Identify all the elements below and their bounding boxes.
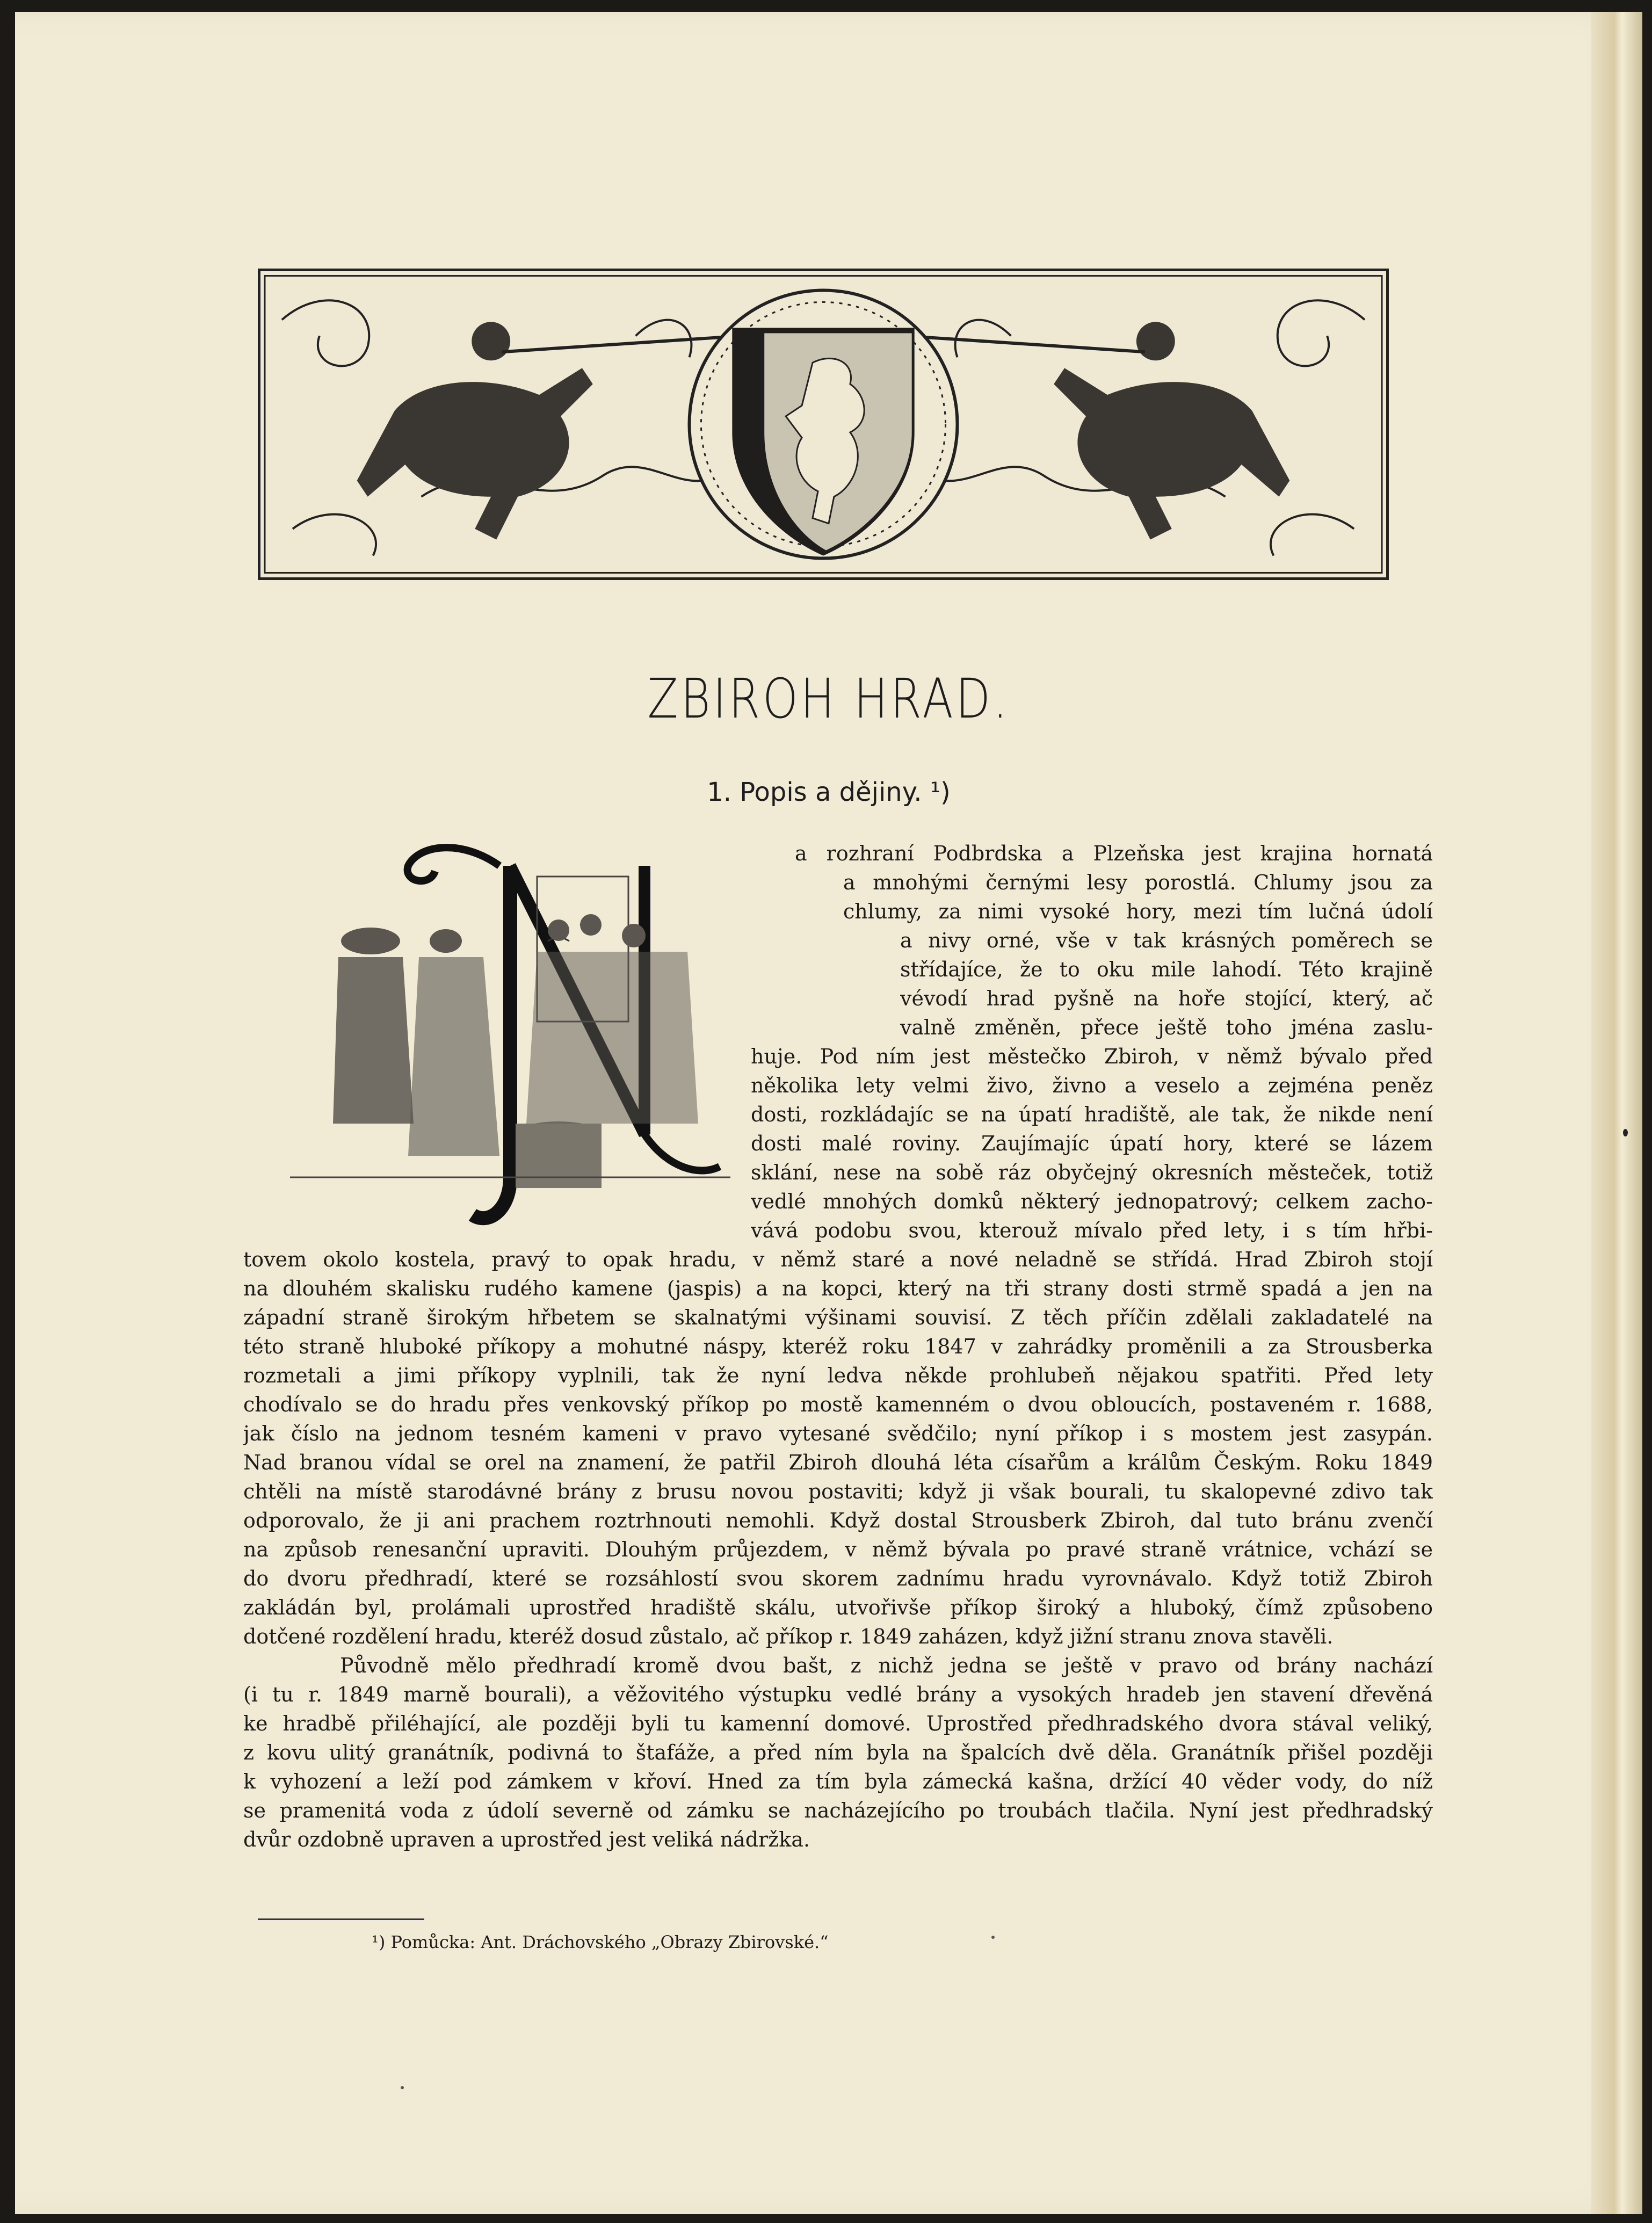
intro-text-upper — [795, 839, 1433, 926]
intro-line-14: vává podobu svou, kterouž mívalo před lety, i s tím hřbi- — [751, 1219, 1433, 1242]
intro-line-8: huje. Pod ním jest městečko Zbiroh, v němž bývalo před — [751, 1045, 1433, 1068]
intro-line-3: chlumy, za nimi vysoké hory, mezi tím lučná údolí — [843, 900, 1433, 923]
page-title: ZBIROH HRAD. — [647, 667, 1010, 731]
body-paragraph-2 — [243, 1651, 1433, 1854]
body-line-4: této straně hluboké příkopy a mohutné náspy, kteréž roku 1847 v zahrádky proměnili a za Strousberka — [243, 1335, 1433, 1358]
para2-line-7: dvůr ozdobně upraven a uprostřed jest veliká nádržka. — [243, 1828, 810, 1851]
para2-line-1: Původně mělo předhradí kromě dvou bašt, z nichž jedna se ještě v pravo od brány nachází — [340, 1654, 1433, 1677]
intro-line-5: střídajíce, že to oku mile lahodí. Této krajině — [900, 958, 1433, 981]
body-line-8: Nad branou vídal se orel na znamení, že patřil Zbiroh dlouhá léta císařům a králům Českým. Roku 1849 — [243, 1451, 1433, 1474]
intro-line-2: a mnohými černými lesy porostlá. Chlumy jsou za — [843, 871, 1433, 894]
body-line-10: odporovalo, že ji ani prachem roztrhnouti nemohli. Když dostal Strousberk Zbiroh, dal tuto bránu zvenčí — [243, 1509, 1433, 1532]
intro-line-4: a nivy orné, vše v tak krásných poměrech se — [900, 929, 1433, 952]
body-line-5: rozmetali a jimi příkopy vyplnili, tak že nyní ledva někde prohlubeň nějakou spatřiti. Před lety — [243, 1364, 1433, 1387]
intro-line-7: valně změněn, přece ještě toho jména zaslu- — [900, 1016, 1433, 1039]
para2-line-2: (i tu r. 1849 marně bourali), a věžovitého výstupku vedlé brány a vysokých hradeb jen stavení dřevěná — [243, 1683, 1433, 1706]
para2-line-5: k vyhození a leží pod zámkem v křoví. Hned za tím byla zámecká kašna, držící 40 věder vody, do níž — [243, 1770, 1433, 1793]
para2-line-3: ke hradbě přiléhající, ale později byli tu kamenní domové. Uprostřed předhradského dvora stával veliký, — [243, 1712, 1433, 1735]
body-line-11: na způsob renesanční upraviti. Dlouhým průjezdem, v němž bývala po pravé straně vrátnice, vchází se — [243, 1538, 1433, 1561]
page-speck — [401, 2086, 404, 2089]
page-speck — [1623, 1129, 1628, 1136]
body-line-1: tovem okolo kostela, pravý to opak hradu, v němž staré a nové neladně se střídá. Hrad Zbiroh stojí — [243, 1248, 1433, 1271]
section-heading: 1. Popis a dějiny. ¹) — [707, 777, 951, 807]
book-spine-shadow — [1591, 12, 1642, 2214]
intro-line-6: vévodí hrad pyšně na hoře stojící, který, ač — [900, 987, 1433, 1010]
body-line-7: jak číslo na jednom tesném kameni v pravo vytesané svědčilo; nyní příkop i s mostem jest zasypán. — [243, 1422, 1433, 1445]
decorative-header-banner — [258, 269, 1389, 580]
illustrated-initial — [258, 834, 795, 1242]
intro-line-13: vedlé mnohých domků některý jednopatrový; celkem zacho- — [751, 1190, 1433, 1213]
para2-line-4: z kovu ulitý granátník, podivná to štafáže, a před ním byla na špalcích dvě děla. Granátník přišel později — [243, 1741, 1433, 1764]
body-line-13: zakládán byl, prolámali uprostřed hradiště skálu, utvořivše příkop široký a hluboký, čímž způsobeno — [243, 1596, 1433, 1619]
body-line-9: chtěli na místě starodávné brány z brusu novou postaviti; když ji však bourali, tu skalopevné zdivo tak — [243, 1480, 1433, 1503]
heraldic-knights-engraving — [260, 271, 1386, 577]
page-speck — [991, 1936, 995, 1939]
body-line-6: chodívalo se do hradu přes venkovský příkop po mostě kamenném o dvou obloucích, postaveném r. 1688, — [243, 1393, 1433, 1416]
intro-line-10: dosti, rozkládajíc se na úpatí hradiště, ale tak, že nikde není — [751, 1103, 1433, 1126]
body-line-12: do dvoru předhradí, které se rozsáhlostí svou skorem zadnímu hradu vyrovnávalo. Když totiž Zbiroh — [243, 1567, 1433, 1590]
body-line-3: západní straně širokým hřbetem se skalnatými výšinami souvisí. Z těch příčin zdělali zakladatelé na — [243, 1306, 1433, 1329]
intro-line-1: a rozhraní Podbrdska a Plzeňska jest krajina hornatá — [795, 842, 1433, 865]
intro-text-middle — [900, 926, 1433, 1042]
book-page — [15, 12, 1642, 2214]
body-line-14: dotčené rozdělení hradu, kteréž dosud zůstalo, ač příkop r. 1849 zaházen, když jižní stranu znova stavěli. — [243, 1625, 1334, 1648]
intro-line-12: sklání, nese na sobě ráz obyčejný okresních městeček, totiž — [751, 1161, 1433, 1184]
body-line-2: na dlouhém skalisku rudého kamene (jaspis) a na kopci, který na tři strany dosti strmě spadá a jen na — [243, 1277, 1433, 1300]
body-paragraph-1 — [243, 1245, 1433, 1651]
intro-text-lower — [751, 1042, 1433, 1245]
footnote-divider — [258, 1918, 424, 1920]
intro-line-11: dosti malé roviny. Zaujímajíc úpatí hory, které se lázem — [751, 1132, 1433, 1155]
townsfolk-well-illustration — [258, 834, 795, 1242]
para2-line-6: se pramenitá voda z údolí severně od zámku se nacházejícího po troubách tlačila. Nyní jest předhradský — [243, 1799, 1433, 1822]
intro-line-9: několika lety velmi živo, živno a veselo a zejména peněz — [751, 1074, 1433, 1097]
footnote: ¹) Pomůcka: Ant. Dráchovského „Obrazy Zbirovské.“ — [372, 1932, 829, 1952]
